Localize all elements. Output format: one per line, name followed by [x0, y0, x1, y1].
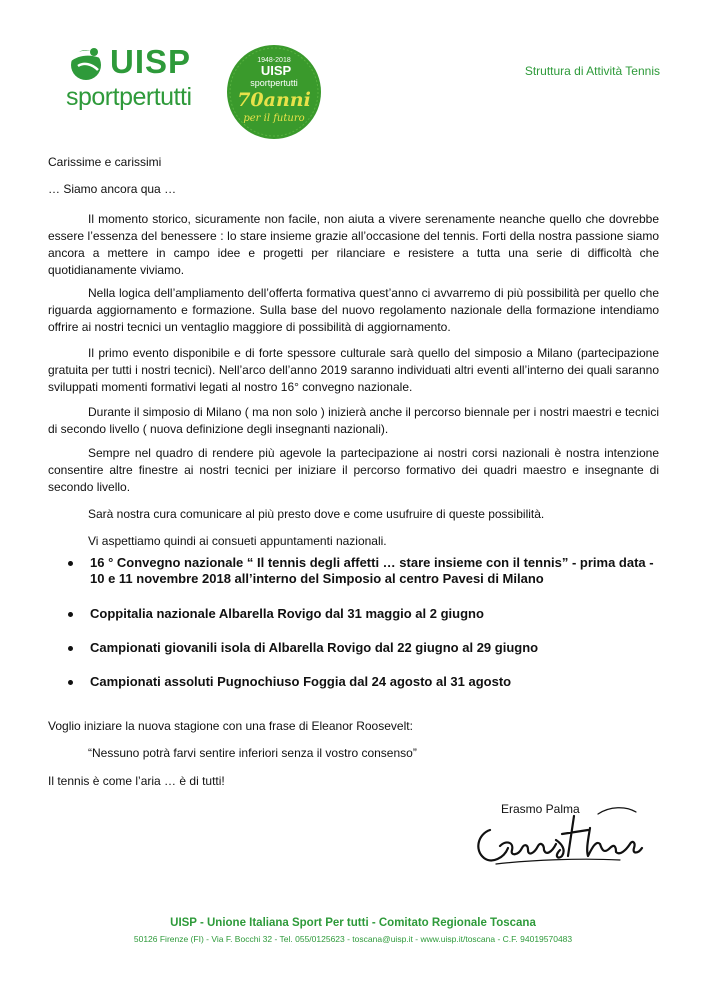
- paragraph-6: Sarà nostra cura comunicare al più presto dove e come usufruire di queste possibilità.: [88, 507, 545, 521]
- paragraph-5: Sempre nel quadro di rendere più agevole la partecipazione ai nostri corsi nazionali è nostra intenzione consentire altre finestre ai nostri tecnici per iniziare il percorso formativo dei quadri maestro e insegnante di secondo livello.: [48, 446, 659, 494]
- footer-title: UISP - Unione Italiana Sport Per tutti - Comitato Regionale Toscana: [170, 917, 536, 929]
- opening-line: … Siamo ancora qua …: [48, 182, 177, 196]
- handwritten-signature: [470, 800, 650, 872]
- list-item: [48, 640, 659, 656]
- uisp-runner-mark-icon: [64, 44, 108, 82]
- salutation: Carissime e carissimi: [48, 155, 162, 169]
- badge-per-il-futuro: per il futuro: [243, 113, 305, 124]
- list-item: [48, 606, 659, 622]
- events-list: [48, 555, 659, 690]
- header-department-title: Struttura di Attività Tennis: [524, 64, 660, 78]
- uisp-logo-subtitle: sportpertutti: [66, 83, 192, 111]
- badge-sub: sportpertutti: [250, 78, 298, 88]
- closing-line: Il tennis è come l’aria … è di tutti!: [48, 774, 225, 788]
- event-text: Campionati giovanili isola di Albarella Rovigo dal 22 giugno al 29 giugno: [90, 640, 539, 655]
- list-item: [48, 674, 659, 690]
- event-text: 16 ° Convegno nazionale “ Il tennis degli affetti … stare insieme con il tennis” - prima data - 10 e 11 novembre 2018 all’interno del Simposio al centro Pavesi di Milano: [90, 555, 654, 586]
- uisp-logo: [64, 44, 214, 120]
- event-text: Coppitalia nazionale Albarella Rovigo dal 31 maggio al 2 giugno: [90, 606, 484, 621]
- quote: “Nessuno potrà farvi sentire inferiori senza il vostro consenso”: [88, 746, 417, 760]
- paragraph-7: Vi aspettiamo quindi ai consueti appuntamenti nazionali.: [88, 534, 387, 548]
- bullet-icon: [68, 612, 73, 617]
- paragraph-2: Nella logica dell’ampliamento dell’offerta formativa quest’anno ci avvarremo di più possibilità per quello che riguarda aggiornamento e formazione. Sulla base del nuovo regolamento nazionale della formazione intendiamo offrire ai nostri tecnici un ventaglio maggiore di possibilità di aggiornamento.: [48, 286, 659, 334]
- event-text: Campionati assoluti Pugnochiuso Foggia dal 24 agosto al 31 agosto: [90, 674, 512, 689]
- bullet-icon: [68, 646, 73, 651]
- 70-anni-badge: [226, 44, 322, 140]
- bullet-icon: [68, 680, 73, 685]
- uisp-logo-word: UISP: [110, 43, 192, 80]
- paragraph-4: Durante il simposio di Milano ( ma non solo ) inizierà anche il percorso biennale per i nostri maestri e tecnici di secondo livello ( nuova definizione degli insegnanti nazionali).: [48, 405, 659, 436]
- badge-70-anni: 70anni: [237, 89, 311, 111]
- footer-address: 50126 Firenze (FI) - Via F. Bocchi 32 - Tel. 055/0125623 - toscana@uisp.it - www.uisp.it/toscana - C.F. 94019570483: [133, 934, 573, 944]
- paragraph-3: Il primo evento disponibile e di forte spessore culturale sarà quello del simposio a Milano (partecipazione gratuita per tutti i nostri tecnici). Nell’arco dell’anno 2019 saranno individuati altri eventi all’interno dei quali saranno sviluppati momenti formativi legati al nostro 16° convegno nazionale.: [48, 346, 659, 394]
- signature-name: Erasmo Palma: [501, 802, 580, 816]
- badge-brand: UISP: [260, 63, 292, 78]
- list-item: [48, 555, 659, 587]
- paragraph-1: Il momento storico, sicuramente non facile, non aiuta a vivere serenamente neanche quello che dovrebbe essere l’essenza del benessere : lo stare insieme grazie all’occasione del tennis. Forti della nostra passione siamo ancora a mettere in campo idee e progetti per rilanciare e resistere a tutta una serie di difficoltà che quotidianamente viviamo.: [48, 212, 659, 277]
- badge-years: 1948-2018: [257, 57, 291, 64]
- closing-intro: Voglio iniziare la nuova stagione con una frase di Eleanor Roosevelt:: [48, 719, 413, 733]
- bullet-icon: [68, 561, 73, 566]
